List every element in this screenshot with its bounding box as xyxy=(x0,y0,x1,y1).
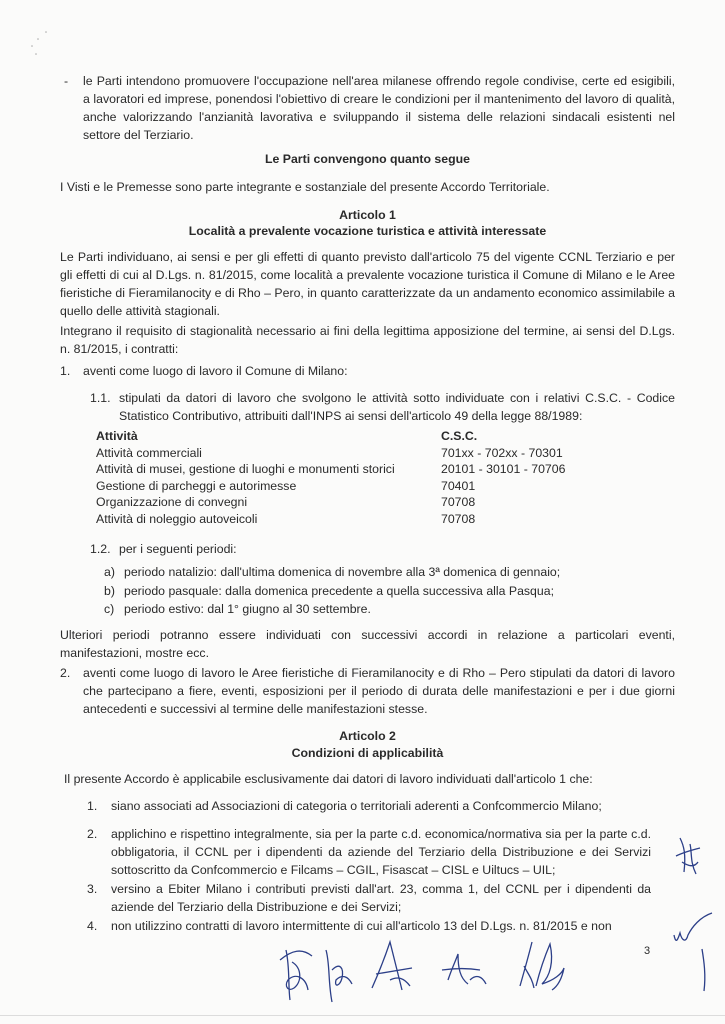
period-letter: b) xyxy=(104,584,115,598)
scan-artifact xyxy=(24,26,54,60)
intro-paragraph: le Parti intendono promuovere l'occupazione nell'area milanese offrendo regole condivise, certe ed esigibili, a lavoratori ed imprese, ponendosi l'obiettivo di creare le condizioni per il mantenimento del lavoro di qualità, anche valorizzando l'anzianità lavorativa e sviluppando il sistema delle relazioni sindacali esistenti nel settore del Terziario. xyxy=(83,74,675,142)
article2-item-number: 3. xyxy=(87,882,98,896)
table-cell-activity: Organizzazione di convegni xyxy=(96,495,248,509)
article2-title: Condizioni di applicabilità xyxy=(291,746,444,760)
table-cell-csc: 701xx - 702xx - 70301 xyxy=(441,445,563,460)
activities-table xyxy=(96,428,565,527)
table-cell-activity: Attività di noleggio autoveicoli xyxy=(96,511,258,526)
table-row xyxy=(96,494,565,511)
table-cell-csc: 70401 xyxy=(441,478,476,493)
article1-title: Località a prevalente vocazione turistica e attività interessate xyxy=(188,224,547,238)
article1-number: Articolo 1 xyxy=(339,208,396,222)
period-text: periodo natalizio: dall'ultima domenica di novembre alla 3ª domenica di gennaio; xyxy=(124,565,561,579)
table-cell-activity: Attività commerciali xyxy=(96,445,202,460)
article2-intro: Il presente Accordo è applicabile esclusivamente dai datori di lavoro individuati dall'articolo 1 che: xyxy=(64,772,593,786)
article1-para1: Le Parti individuano, ai sensi e per gli effetti di quanto previsto dall'articolo 75 del vigente CCNL Terziario e per gli effetti di cui al D.Lgs. n. 81/2015, come località a prevalente vocazione turistica il Comune di Milano e le Aree fieristiche di Fieramilanocity e di Rho – Pero, in quanto caratterizzate da un andamento economico assimilabile a quello delle attività stagionali. xyxy=(60,250,675,318)
article2-item-number: 2. xyxy=(87,827,98,841)
margin-initials-signature xyxy=(670,832,710,880)
table-row xyxy=(96,478,565,495)
article2-number: Articolo 2 xyxy=(339,729,396,743)
article1-item2-number: 2. xyxy=(60,666,71,680)
table-cell-activity: Attività di musei, gestione di luoghi e monumenti storici xyxy=(96,462,395,476)
sub11-text: stipulati da datori di lavoro che svolgono le attività sotto individuate con i relativi C.S.C. - Codice Statistico Contributivo, attribuiti dall'INPS ai sensi dell'articolo 49 della legge 88/1989: xyxy=(119,391,675,423)
page-number: 3 xyxy=(644,945,651,957)
table-cell-csc: 70708 xyxy=(441,495,476,509)
page-bottom-divider xyxy=(0,1015,725,1016)
period-letter: a) xyxy=(104,565,115,579)
further-periods-paragraph: Ulteriori periodi potranno essere individuati con successivi accordi in relazione a particolari eventi, manifestazioni, mostre ecc. xyxy=(60,628,675,660)
table-row xyxy=(96,461,565,478)
sub11-number: 1.1. xyxy=(90,391,111,405)
table-cell-csc: 20101 - 30101 - 70706 xyxy=(441,462,566,476)
article1-para2: Integrano il requisito di stagionalità necessario ai fini della legittima apposizione del termine, ai sensi del D.Lgs. n. 81/2015, i contratti: xyxy=(60,324,675,356)
table-cell-csc: 70708 xyxy=(441,511,476,526)
article2-item-number: 1. xyxy=(87,799,98,813)
article1-item1-number: 1. xyxy=(60,364,71,378)
period-text: periodo pasquale: dalla domenica precedente a quella successiva alla Pasqua; xyxy=(124,584,554,598)
article2-item-text: non utilizzino contratti di lavoro intermittente di cui all'articolo 13 del D.Lgs. n. 81/2015 e non xyxy=(111,919,612,933)
table-row xyxy=(96,445,565,462)
sub12-number: 1.2. xyxy=(90,542,111,556)
period-letter: c) xyxy=(104,602,115,616)
table-cell-activity: Gestione di parcheggi e autorimesse xyxy=(96,478,297,493)
article2-item-text: versino a Ebiter Milano i contributi previsti dall'art. 23, comma 1, del CCNL per i dipendenti da aziende del Terziario della Distribuzione e dei Servizi; xyxy=(111,882,651,914)
visti-paragraph: I Visti e le Premesse sono parte integrante e sostanziale del presente Accordo Territoriale. xyxy=(60,180,550,194)
table-row xyxy=(96,511,565,528)
article1-item1-text: aventi come luogo di lavoro il Comune di Milano: xyxy=(83,364,348,378)
table-header-csc: C.S.C. xyxy=(441,429,478,443)
article2-item-text: applichino e rispettino integralmente, sia per la parte c.d. economica/normativa sia per la parte c.d. obbligatoria, il CCNL per i dipendenti da aziende del Terziario della Distribuzione e dei Servizi sottoscritto da Confcommercio e Filcams – CGIL, Fisascat – CISL e Uiltucs – UIL; xyxy=(111,827,651,877)
sub12-text: per i seguenti periodi: xyxy=(119,542,237,556)
bullet-marker: - xyxy=(64,74,69,88)
table-header-row xyxy=(96,428,565,445)
agreement-heading: Le Parti convengono quanto segue xyxy=(265,152,470,166)
article2-item-text: siano associati ad Associazioni di categoria o territoriali aderenti a Confcommercio Milano; xyxy=(111,799,602,813)
margin-signature xyxy=(668,905,723,995)
article1-item2-text: aventi come luogo di lavoro le Aree fieristiche di Fieramilanocity e di Rho – Pero stipulati da datori di lavoro che partecipano a fiere, eventi, esposizioni per il periodo di durata delle manifestazioni e per i due giorni antecedenti e successivi al termine delle manifestazioni stesse. xyxy=(83,666,675,716)
article2-item-number: 4. xyxy=(87,919,98,933)
footer-signatures xyxy=(272,928,602,1010)
table-header-activity: Attività xyxy=(96,429,138,443)
period-text: periodo estivo: dal 1° giugno al 30 settembre. xyxy=(124,602,371,616)
